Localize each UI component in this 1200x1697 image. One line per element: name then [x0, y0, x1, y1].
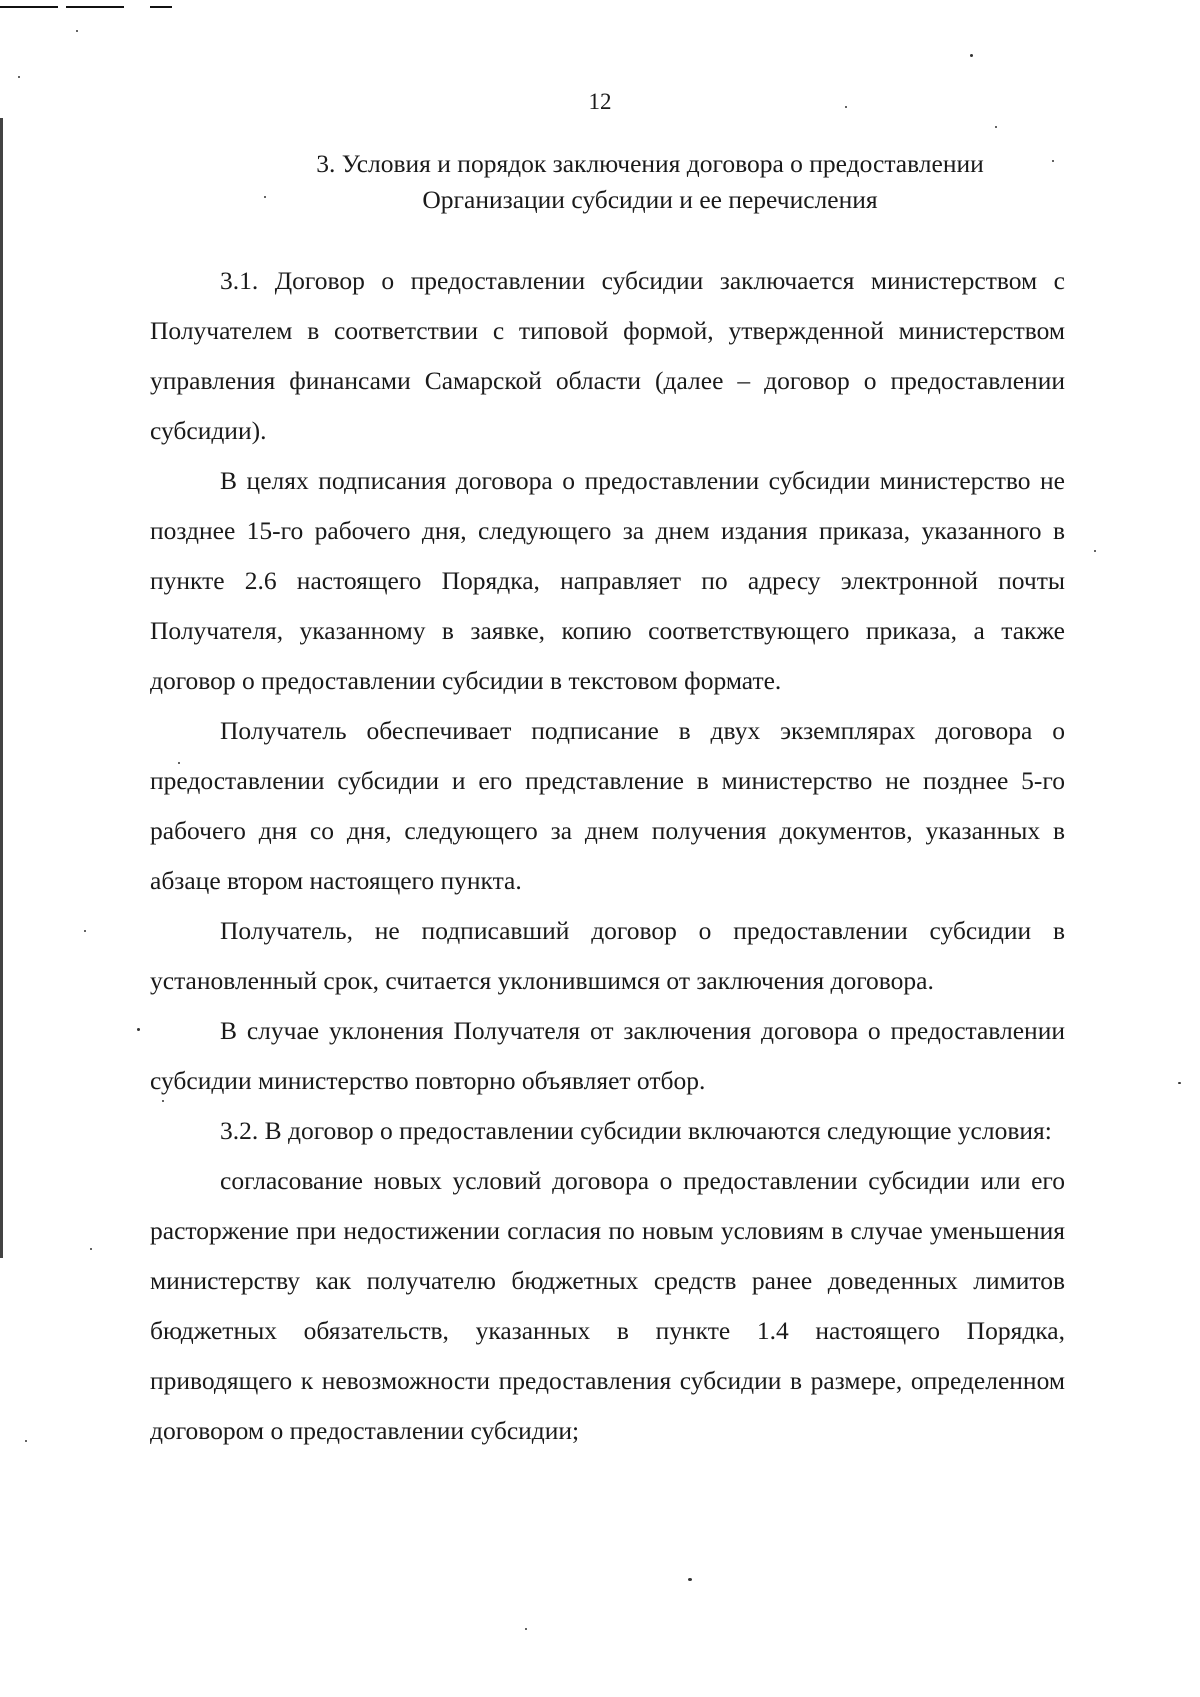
document-body — [150, 256, 1065, 1456]
scan-speck — [970, 54, 973, 57]
page-number: 12 — [588, 89, 612, 114]
scan-speck — [137, 1028, 140, 1031]
scan-speck — [84, 930, 86, 932]
scan-speck — [25, 1440, 27, 1442]
scan-artifact-top-rule-left — [0, 6, 58, 8]
paragraph-signing-purpose: В целях подписания договора о предоставлении субсидии министерство не позднее 15-го рабочего дня, следующего за днем издания приказа, указанного в пункте 2.6 настоящего Порядка, направляет по адресу электронной почты Получателя, указанному в заявке, копию соответствующего приказа, а также договор о предоставлении субсидии в текстовом формате. — [150, 466, 1065, 695]
paragraph-unsigned-evasion: Получатель, не подписавший договор о предоставлении субсидии в установленный срок, считается уклонившимся от заключения договора. — [150, 916, 1065, 995]
paragraph-3-2: 3.2. В договор о предоставлении субсидии включаются следующие условия: — [220, 1116, 1052, 1145]
paragraph-new-conditions: согласование новых условий договора о предоставлении субсидии или его расторжение при недостижении согласия по новым условиям в случае уменьшения министерству как получателю бюджетных средств ранее доведенных лимитов бюджетных обязательств, указанных в пункте 1.4 настоящего Порядка, приводящего к невозможности предоставления субсидии в размере, определенном договором о предоставлении субсидии; — [150, 1166, 1065, 1445]
scan-speck — [18, 76, 20, 78]
scan-speck — [1178, 1082, 1181, 1084]
section-heading — [220, 146, 1080, 218]
scan-speck — [688, 1578, 692, 1581]
scan-speck — [90, 1248, 92, 1250]
paragraph-3-1: 3.1. Договор о предоставлении субсидии заключается министерством с Получателем в соответствии с типовой формой, утвержденной министерством управления финансами Самарской области (далее – договор о предоставлении субсидии). — [150, 266, 1065, 445]
scan-speck — [1094, 550, 1096, 552]
scan-speck — [995, 126, 997, 128]
scan-artifact-top-rule-mid — [66, 6, 124, 8]
paragraph-recipient-signing: Получатель обеспечивает подписание в двух экземплярах договора о предоставлении субсидии и его представление в министерство не позднее 5-го рабочего дня со дня, следующего за днем получения документов, указанных в абзаце втором настоящего пункта. — [150, 716, 1065, 895]
scan-artifact-top-rule-right — [150, 6, 172, 8]
paragraph-repeat-selection: В случае уклонения Получателя от заключения договора о предоставлении субсидии министерство повторно объявляет отбор. — [150, 1016, 1065, 1095]
scan-speck — [525, 1628, 527, 1630]
section-heading-line: 3. Условия и порядок заключения договора о предоставлении — [316, 149, 984, 178]
scan-speck — [76, 30, 78, 32]
section-heading-line: Организации субсидии и ее перечисления — [422, 185, 878, 214]
scan-artifact-left-edge — [0, 118, 3, 1258]
